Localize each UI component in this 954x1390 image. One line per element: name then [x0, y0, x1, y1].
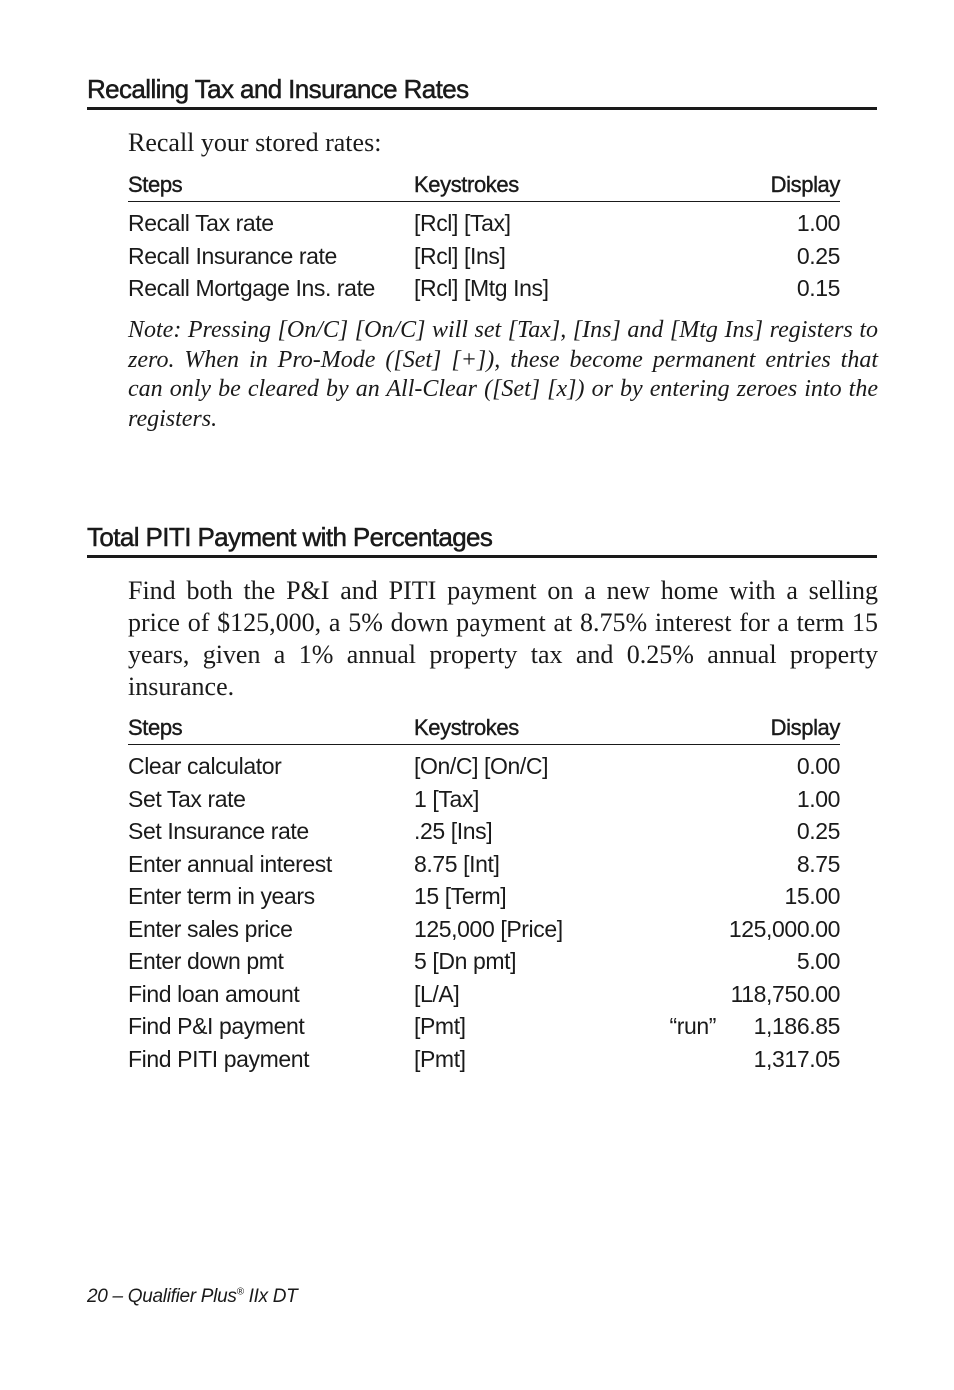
- header-steps: Steps: [128, 715, 183, 740]
- keystrokes-cell: 8.75 [Int]: [414, 850, 500, 877]
- display-cell: 1,317.05: [753, 1045, 840, 1072]
- table-row: [128, 1044, 840, 1077]
- keystrokes-cell: .25 [Ins]: [414, 818, 493, 844]
- recall-rates-table: [128, 171, 840, 306]
- note-paragraph: Note: Pressing [On/C] [On/C] will set [Tax], [Ins] and [Mtg Ins] registers to zero. When in Pro-Mode ([Set] [+]), these become permanent entries that can only be cleared by an All-Clear ([Set] [x]) or by entering zeroes into the registers.: [128, 317, 878, 432]
- table-row: [128, 979, 840, 1012]
- table-row: [128, 784, 840, 817]
- table-row: [128, 751, 840, 784]
- keystrokes-cell: [Pmt]: [414, 1045, 466, 1072]
- display-note: “run”: [669, 1013, 716, 1039]
- header-display: Display: [770, 172, 840, 197]
- table-row: [128, 849, 840, 882]
- display-cell: 8.75: [796, 850, 840, 877]
- step-cell: Enter sales price: [128, 915, 293, 942]
- registered-mark: ®: [236, 1286, 244, 1298]
- display-cell: 0.15: [796, 275, 840, 301]
- header-display: Display: [770, 715, 840, 740]
- keystrokes-cell: [Rcl] [Ins]: [414, 242, 506, 269]
- step-cell: Find P&I payment: [128, 1013, 305, 1039]
- display-cell: 1,186.85: [753, 1013, 840, 1039]
- keystrokes-cell: [L/A]: [414, 980, 460, 1007]
- step-cell: Recall Insurance rate: [128, 242, 337, 269]
- page-footer: [87, 1286, 297, 1308]
- step-cell: Set Tax rate: [128, 785, 246, 812]
- table-row: [128, 1011, 840, 1044]
- keystrokes-cell: [Pmt]: [414, 1013, 466, 1039]
- table-row: [128, 914, 840, 947]
- display-cell: 118,750.00: [730, 980, 840, 1007]
- table-row: [128, 946, 840, 979]
- keystrokes-cell: [On/C] [On/C]: [414, 753, 549, 779]
- keystrokes-cell: 1 [Tax]: [414, 785, 479, 812]
- step-cell: Clear calculator: [128, 753, 282, 779]
- display-cell: 125,000.00: [728, 915, 840, 942]
- section-title-recalling-rates: Recalling Tax and Insurance Rates: [87, 75, 877, 110]
- table-row: [128, 241, 840, 274]
- display-cell: 5.00: [796, 948, 840, 974]
- footer-prefix: 20 – Qualifier Plus: [87, 1286, 237, 1307]
- section2-intro: Find both the P&I and PITI payment on a new home with a selling price of $125,000, a 5% down payment at 8.75% interest for a term 15 years, given a 1% annual property tax and 0.25% annual property insurance.: [128, 576, 878, 701]
- step-cell: Find PITI payment: [128, 1045, 310, 1072]
- step-cell: Set Insurance rate: [128, 818, 309, 844]
- display-cell: 15.00: [784, 883, 840, 909]
- table-body: [128, 745, 840, 1076]
- display-cell: 1.00: [796, 210, 840, 236]
- step-cell: Enter term in years: [128, 883, 315, 909]
- header-steps: Steps: [128, 172, 183, 197]
- footer-suffix: IIx DT: [243, 1286, 298, 1307]
- display-cell: 0.25: [796, 818, 840, 844]
- table-body: [128, 202, 840, 306]
- table-row: [128, 273, 840, 306]
- table-row: [128, 208, 840, 241]
- step-cell: Enter down pmt: [128, 948, 284, 974]
- display-cell: 0.00: [796, 753, 840, 779]
- step-cell: Recall Tax rate: [128, 210, 274, 236]
- table-row: [128, 816, 840, 849]
- section1-intro: Recall your stored rates:: [128, 128, 382, 157]
- step-cell: Recall Mortgage Ins. rate: [128, 275, 375, 301]
- step-cell: Enter annual interest: [128, 850, 332, 877]
- section-title-piti-payment: Total PITI Payment with Percentages: [87, 523, 877, 558]
- keystrokes-cell: [Rcl] [Mtg Ins]: [414, 275, 549, 301]
- table-row: [128, 881, 840, 914]
- keystrokes-cell: 15 [Term]: [414, 883, 507, 909]
- keystrokes-cell: 5 [Dn pmt]: [414, 948, 517, 974]
- keystrokes-cell: 125,000 [Price]: [414, 915, 563, 942]
- header-keystrokes: Keystrokes: [414, 172, 519, 197]
- display-cell: 1.00: [796, 785, 840, 812]
- table-header: [128, 171, 840, 202]
- display-cell: 0.25: [796, 242, 840, 269]
- step-cell: Find loan amount: [128, 980, 300, 1007]
- piti-steps-table: [128, 714, 840, 1076]
- keystrokes-cell: [Rcl] [Tax]: [414, 210, 511, 236]
- header-keystrokes: Keystrokes: [414, 715, 519, 740]
- table-header: [128, 714, 840, 745]
